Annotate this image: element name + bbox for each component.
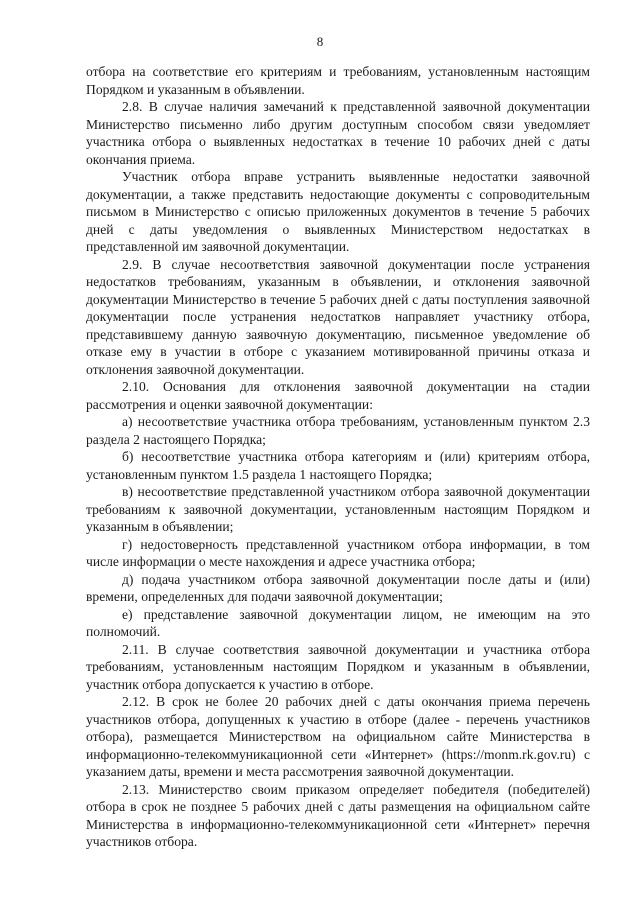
paragraph-2-8-remedy: Участник отбора вправе устранить выявленные недостатки заявочной документации, а также представить недостающие документы с сопроводительным письмом в Министерство с описью приложенных документов в течение 5 рабочих дней с даты уведомления о выявленных Министерством недостатках в представленной им заявочной документации. <box>86 169 590 254</box>
document-body <box>86 63 590 851</box>
list-item-d: д) подача участником отбора заявочной документации после даты и (или) времени, определенных для подачи заявочной документации; <box>86 571 590 604</box>
list-item-v: в) несоответствие представленной участником отбора заявочной документации требованиям к заявочной документации, установленным настоящим Порядком и указанным в объявлении; <box>86 484 590 534</box>
list-item-e: е) представление заявочной документации лицом, не имеющим на это полномочий. <box>86 606 590 639</box>
paragraph-2-11: 2.11. В случае соответствия заявочной документации и участника отбора требованиям, установленным настоящим Порядком и указанным в объявлении, участник отбора допускается к участию в отборе. <box>86 641 590 692</box>
list-item-a: а) несоответствие участника отбора требованиям, установленным пунктом 2.3 раздела 2 настоящего Порядка; <box>86 414 590 447</box>
list-item-b: б) несоответствие участника отбора категориям и (или) критериям отбора, установленным пунктом 1.5 раздела 1 настоящего Порядка; <box>86 449 590 482</box>
paragraph-2-10: 2.10. Основания для отклонения заявочной документации на стадии рассмотрения и оценки заявочной документации: <box>86 379 590 412</box>
paragraph-2-8: 2.8. В случае наличия замечаний к представленной заявочной документации Министерство письменно либо другим доступным способом связи уведомляет участника отбора о выявленных недостатках в течение 10 рабочих дней с даты окончания приема. <box>86 99 590 167</box>
paragraph-continuation: отбора на соответствие его критериям и требованиям, установленным настоящим Порядком и указанным в объявлении. <box>86 64 590 97</box>
paragraph-2-12: 2.12. В срок не более 20 рабочих дней с даты окончания приема перечень участников отбора, допущенных к участию в отборе (далее - перечень участников отбора), размещается Министерством на официальном сайте Министерства в информационно-телекоммуникационной сети «Интернет» (https://monm.rk.gov.ru) с указанием даты, времени и места рассмотрения заявочной документации. <box>86 694 590 779</box>
list-item-g: г) недостоверность представленной участником отбора информации, в том числе информации о месте нахождения и адресе участника отбора; <box>86 536 590 569</box>
paragraph-2-13: 2.13. Министерство своим приказом определяет победителя (победителей) отбора в срок не позднее 5 рабочих дней с даты размещения на официальном сайте Министерства в информационно-телекоммуникационной сети «Интернет» перечня участников отбора. <box>86 781 590 849</box>
page-number: 8 <box>316 34 324 49</box>
paragraph-2-9: 2.9. В случае несоответствия заявочной документации после устранения недостатков требованиям, указанным в объявлении, и отклонения заявочной документации Министерство в течение 5 рабочих дней с даты поступления заявочной документации после устранения недостатков направляет участнику отбора, представившему данную заявочную документацию, письменное уведомление об отказе ему в участии в отборе с указанием мотивированной причины отказа и отклонения заявочной документации. <box>86 256 590 377</box>
